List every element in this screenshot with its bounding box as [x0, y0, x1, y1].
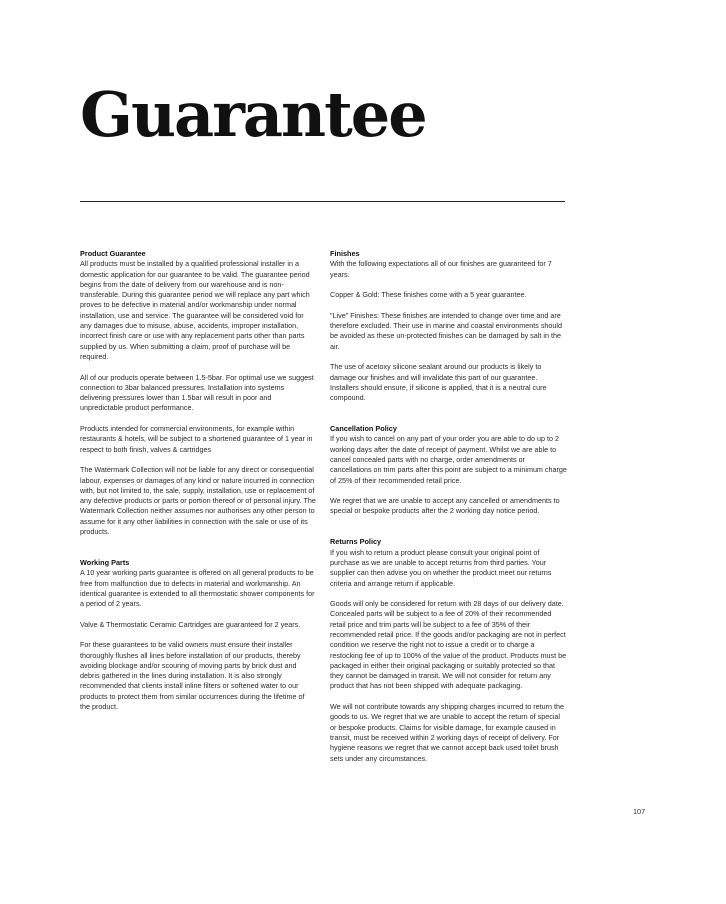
- cancellation-policy-section: [330, 424, 568, 517]
- finishes-paragraph-3: "Live" Finishes: These finishes are intended to change over time and are therefore excluded. Their use in marine and coastal environments should be avoided as these un-protected finishes can be damaged by salt in the air.: [330, 310, 562, 351]
- finishes-paragraph-4: The use of acetoxy silicone sealant around our products is likely to damage our finishes and will invalidate this part of our guarantee. Installers should ensure, if silicone is applied, that it is a neutral cure compound.: [330, 362, 547, 403]
- right-column: [330, 249, 568, 764]
- finishes-section: [330, 249, 568, 403]
- working-parts-paragraph-3: For these guarantees to be valid owners must ensure their installer thoroughly flushes all lines before installation of our products, thereby avoiding blockage and/or scouring of moving parts by brick dust and debris gathered in the lines during installation. It is also strongly recommended that clients install inline filters or softened water to our products to protect them from similar occurrences during the lifetime of the product.: [80, 640, 305, 712]
- finishes-heading: Finishes: [330, 249, 360, 258]
- returns-policy-section: [330, 537, 568, 764]
- finishes-paragraph-2: Copper & Gold: These finishes come with a 5 year guarantee.: [330, 290, 527, 300]
- returns-policy-paragraph-3: We will not contribute towards any shipping charges incurred to return the goods to us. We regret that we are unable to accept the return of special or bespoke products. Claims for visible damage, for example caused in transit, must be received within 2 working days of receipt of delivery. For hygiene reasons we regret that we cannot accept back used toilet brush sets under any circumstances.: [330, 702, 564, 763]
- title-divider: [80, 201, 565, 202]
- product-guarantee-paragraph-3: Products intended for commercial environments, for example within restaurants & hotels, will be subject to a shortened guarantee of 1 year in respect to both finish, valves & cartridges: [80, 424, 313, 454]
- left-column: [80, 249, 316, 712]
- returns-policy-heading: Returns Policy: [330, 537, 382, 547]
- cancellation-policy-paragraph-1: If you wish to cancel on any part of your order you are able to do up to 2 working days after the date of receipt of payment. Whilst we are able to cancel concealed parts with no charge, order amendments or cancellations on trim parts after this point are subject to a minimum charge of 25% of their recommended retail price.: [330, 434, 567, 485]
- returns-policy-paragraph-2: Goods will only be considered for return with 28 days of our delivery date. Concealed parts will be subject to a fee of 20% of their recommended retail price and trim parts will be subject to a fee of 35% of their recommended retail price. If the goods and/or packaging are not in perfect condition we reserve the right not to issue a credit or to charge a restocking fee of up to 100% of the value of the product. Products must be packaged in either their original packaging or suitably protected so that they cannot be damaged in transit. We will not consider for return any product that has not been shipped with adequate packaging.: [330, 599, 567, 691]
- product-guarantee-section: [80, 249, 316, 537]
- working-parts-paragraph-2: Valve & Thermostatic Ceramic Cartridges are guaranteed for 2 years.: [80, 619, 301, 629]
- cancellation-policy-paragraph-2: We regret that we are unable to accept any cancelled or amendments to special or bespoke products after the 2 working day notice period.: [330, 496, 560, 516]
- page-title: Guarantee: [80, 78, 426, 151]
- product-guarantee-paragraph-1: All products must be installed by a qualified professional installer in a domestic application for our guarantee to be valid. The guarantee period begins from the date of delivery from our warehouse and is non-transferable. During this guarantee period we will replace any part which proves to be defective in material and/or workmanship under normal installation, use and service. The guarantee will be considered void for any damages due to misuse, abuse, accidents, improper installation, incorrect finish care or use with any replacement parts other than parts supplied by us. When submitting a claim, proof of purchase will be required.: [80, 259, 310, 361]
- working-parts-paragraph-1: A 10 year working parts guarantee is offered on all general products to be free from malfunction due to defects in material and workmanship. An identical guarantee is extended to all thermostatic shower components for a period of 2 years.: [80, 568, 315, 609]
- cancellation-policy-heading: Cancellation Policy: [330, 424, 397, 434]
- finishes-paragraph-1: With the following expectations all of our finishes are guaranteed for 7 years.: [330, 259, 552, 279]
- page-number: 107: [633, 807, 646, 816]
- product-guarantee-paragraph-4: The Watermark Collection will not be liable for any direct or consequential labour, expenses or damages of any kind or nature incurred in connection with, but not limited to, the sale, supply, installation, use or replacement of any defective products or parts or portion thereof or of personal injury. The Watermark Collection neither assumes nor authorises any other person to assume for it any other liabilities in connection with the sale or use of its products.: [80, 465, 316, 537]
- working-parts-section: [80, 558, 316, 712]
- product-guarantee-heading: Product Guarantee: [80, 249, 146, 258]
- product-guarantee-paragraph-2: All of our products operate between 1.5-5bar. For optimal use we suggest connection to 3bar balanced pressures. Installation into systems delivering pressures lower than 1.5bar will result in poor and unpredictable product performance.: [80, 372, 314, 413]
- working-parts-heading: Working Parts: [80, 557, 130, 567]
- returns-policy-paragraph-1: If you wish to return a product please consult your original point of purchase as we are unable to accept returns from third parties. Your supplier can then advise you on whether the product meet our returns criteria and arrange return if applicable.: [330, 547, 552, 588]
